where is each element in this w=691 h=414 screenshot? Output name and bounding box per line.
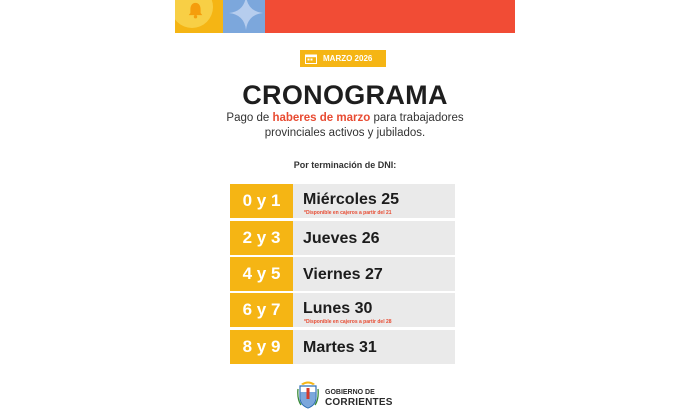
payment-schedule-card bbox=[175, 0, 515, 414]
dni-digits-badge: 2 y 3 bbox=[230, 221, 293, 255]
top-banner bbox=[175, 0, 515, 33]
schedule-row-2-3 bbox=[230, 221, 455, 255]
schedule-row-8-9 bbox=[230, 330, 455, 364]
subtitle-text-after: para trabajadores bbox=[370, 112, 464, 124]
government-logo bbox=[297, 380, 407, 410]
subtitle-highlight: haberes de marzo bbox=[272, 112, 371, 124]
subtitle-line-1 bbox=[175, 111, 515, 126]
dni-digits-badge: 8 y 9 bbox=[230, 330, 293, 364]
subtitle-line-2: provinciales activos y jubilados. bbox=[264, 127, 426, 139]
atm-availability-note: *Disponible en cajeros a partir del 21 bbox=[304, 210, 392, 216]
dni-digits-badge: 4 y 5 bbox=[230, 257, 293, 291]
calendar-icon bbox=[305, 54, 317, 64]
dni-digits-badge: 0 y 1 bbox=[230, 184, 293, 218]
coat-of-arms-icon bbox=[297, 380, 319, 410]
star-icon bbox=[229, 0, 263, 30]
payment-day: Jueves 26 bbox=[303, 230, 380, 247]
payment-day: Viernes 27 bbox=[303, 266, 383, 283]
schedule-row-6-7 bbox=[230, 293, 455, 327]
org-name-line-2: CORRIENTES bbox=[325, 397, 393, 408]
bell-icon bbox=[187, 2, 204, 19]
subtitle-text-before: Pago de bbox=[226, 112, 273, 124]
dni-section-label: Por terminación de DNI: bbox=[293, 160, 397, 170]
payment-day: Miércoles 25 bbox=[303, 191, 400, 208]
schedule-row-0-1 bbox=[230, 184, 455, 218]
page-title: CRONOGRAMA bbox=[242, 80, 448, 110]
payment-day: Lunes 30 bbox=[303, 300, 373, 317]
payment-day: Martes 31 bbox=[303, 339, 377, 356]
atm-availability-note: *Disponible en cajeros a partir del 28 bbox=[304, 319, 392, 325]
date-badge bbox=[300, 50, 386, 67]
subtitle bbox=[175, 111, 515, 141]
banner-blue-block bbox=[223, 0, 265, 33]
dni-digits-badge: 6 y 7 bbox=[230, 293, 293, 327]
date-label: MARZO 2026 bbox=[323, 54, 373, 63]
banner-yellow-block bbox=[175, 0, 223, 33]
schedule-row-4-5 bbox=[230, 257, 455, 291]
banner-red-block bbox=[265, 0, 515, 33]
org-name-line-1: GOBIERNO DE bbox=[325, 389, 375, 396]
